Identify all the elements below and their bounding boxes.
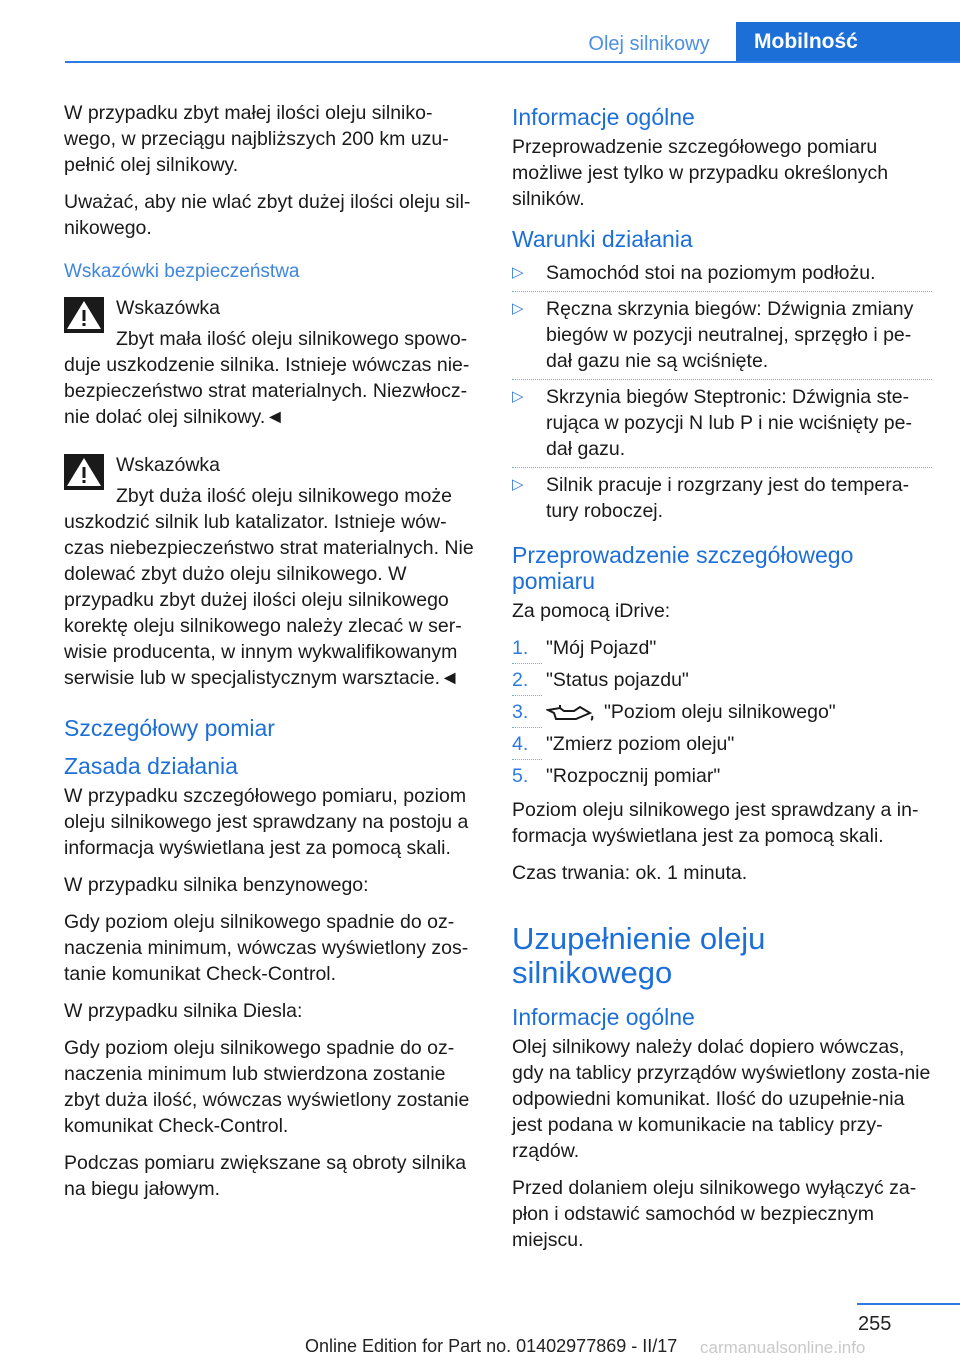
step-text: "Rozpocznij pomiar" (546, 765, 721, 787)
general-info-heading: Informacje ogólne (512, 104, 695, 130)
warning-title: Wskazówka (116, 454, 221, 476)
list-item-text: Ręczna skrzynia biegów: Dźwignia zmiany biegów w pozycji neutralnej, sprzęgło i pe-dał gazu nie są wciśnięte. (546, 298, 914, 372)
warning-text: Zbyt duża ilość oleju silnikowego może uszkodzić silnik lub katalizator. Istnieje wów-czas niebezpieczeństwo strat materialnych. Nie dolewać zbyt dużo oleju silnikowego. W przypadku zbyt dużej ilości oleju silnikowego korektę oleju silnikowego należy zlecać w ser-wisie producenta, w innym wykwalifikowanym serwisie lub w specjalistycznym warsztacie.◄ (64, 485, 474, 689)
step-text: "Status pojazdu" (546, 669, 689, 691)
triangle-bullet-icon: ▷ (512, 264, 524, 281)
watermark: carmanualsonline.info (700, 1338, 866, 1357)
paragraph: Przeprowadzenie szczegółowego pomiaru możliwe jest tylko w przypadku określonych silników. (512, 136, 889, 210)
principle-heading: Zasada działania (64, 753, 238, 779)
general-info-heading-2: Informacje ogólne (512, 1004, 695, 1030)
list-item (512, 384, 932, 462)
procedure-heading: Przeprowadzenie szczegółowego pomiaru (512, 542, 854, 594)
refill-heading: Uzupełnienie oleju silnikowego (512, 921, 766, 990)
list-item-text: Samochód stoi na poziomym podłożu. (546, 262, 876, 284)
paragraph: Podczas pomiaru zwiększane są obroty silnika na biegu jałowym. (64, 1152, 467, 1200)
paragraph: Gdy poziom oleju silnikowego spadnie do oz-naczenia minimum, wówczas wyświetlony zos-tanie komunikat Check-Control. (64, 911, 469, 985)
warning-title: Wskazówka (116, 297, 221, 319)
conditions-list (512, 260, 932, 524)
warning-block (64, 295, 482, 430)
warning-block (64, 452, 482, 691)
paragraph: W przypadku silnika Diesla: (64, 1000, 303, 1022)
step-number: 3. (512, 701, 529, 723)
list-item (512, 296, 932, 374)
warning-triangle-icon (64, 454, 104, 490)
paragraph: Uważać, aby nie wlać zbyt dużej ilości oleju sil-nikowego. (64, 191, 471, 239)
list-item (512, 667, 932, 693)
step-number: 2. (512, 669, 529, 691)
dotted-divider (512, 663, 542, 664)
list-item-text: Skrzynia biegów Steptronic: Dźwignia ste-rująca w pozycji N lub P i nie wciśnięty pe-dał gazu. (546, 386, 912, 460)
safety-heading: Wskazówki bezpieczeństwa (64, 261, 300, 282)
step-number: 1. (512, 637, 529, 659)
conditions-heading: Warunki działania (512, 226, 693, 252)
edition-footer: Online Edition for Part no. 01402977869 - II/17 (305, 1336, 678, 1356)
dotted-divider (512, 467, 932, 468)
list-item (512, 731, 932, 757)
step-number: 4. (512, 733, 529, 755)
steps-list (512, 635, 932, 789)
dotted-divider (512, 759, 542, 760)
list-item (512, 635, 932, 661)
chapter-tab: Mobilność (736, 22, 960, 62)
footer-divider (857, 1303, 960, 1305)
page-number: 255 (858, 1313, 892, 1335)
list-item (512, 699, 932, 725)
dotted-divider (512, 695, 542, 696)
paragraph: Poziom oleju silnikowego jest sprawdzany a in-formacja wyświetlana jest za pomocą skali. (512, 799, 919, 847)
step-text: "Mój Pojazd" (546, 637, 657, 659)
detail-heading: Szczegółowy pomiar (64, 715, 275, 741)
list-item-text: Silnik pracuje i rozgrzany jest do tempera-tury roboczej. (546, 474, 910, 522)
paragraph: Za pomocą iDrive: (512, 600, 671, 622)
list-item (512, 260, 932, 286)
oil-can-icon (546, 703, 596, 723)
header-divider (65, 61, 960, 63)
right-column (512, 100, 932, 1264)
triangle-bullet-icon: ▷ (512, 300, 524, 317)
triangle-bullet-icon: ▷ (512, 388, 524, 405)
page-header (0, 0, 960, 62)
paragraph: Czas trwania: ok. 1 minuta. (512, 862, 748, 884)
dotted-divider (512, 727, 542, 728)
triangle-bullet-icon: ▷ (512, 476, 524, 493)
warning-text: Zbyt mała ilość oleju silnikowego spowo-duje uszkodzenie silnika. Istnieje wówczas nie-bezpieczeństwo strat materialnych. Niezwłocz-nie dolać olej silnikowy.◄ (64, 328, 470, 428)
paragraph: Olej silnikowy należy dolać dopiero wówczas, gdy na tablicy przyrządów wyświetlony zosta-nie odpowiedni komunikat. Ilość do uzupełnie-nia jest podana w komunikacie na tablicy przy-rządów. (512, 1036, 931, 1162)
warning-triangle-icon (64, 297, 104, 333)
paragraph: W przypadku zbyt małej ilości oleju silniko-wego, w przeciągu najbliższych 200 km uzu-pełnić olej silnikowy. (64, 102, 449, 176)
dotted-divider (512, 291, 932, 292)
step-text: "Poziom oleju silnikowego" (604, 701, 836, 723)
list-item (512, 472, 932, 524)
list-item (512, 763, 932, 789)
paragraph: Gdy poziom oleju silnikowego spadnie do oz-naczenia minimum lub stwierdzona zostanie zbyt duża ilość, wówczas wyświetlony zostanie komunikat Check-Control. (64, 1037, 470, 1137)
paragraph: Przed dolaniem oleju silnikowego wyłączyć za-płon i odstawić samochód w bezpiecznym miejscu. (512, 1177, 917, 1251)
step-text: "Zmierz poziom oleju" (546, 733, 735, 755)
section-tab: Olej silnikowy (588, 33, 710, 55)
paragraph: W przypadku szczegółowego pomiaru, poziom oleju silnikowego jest sprawdzany na postoju a informacja wyświetlana jest za pomocą skali. (64, 785, 469, 859)
left-column (64, 100, 482, 1213)
dotted-divider (512, 379, 932, 380)
paragraph: W przypadku silnika benzynowego: (64, 874, 369, 896)
step-number: 5. (512, 765, 529, 787)
